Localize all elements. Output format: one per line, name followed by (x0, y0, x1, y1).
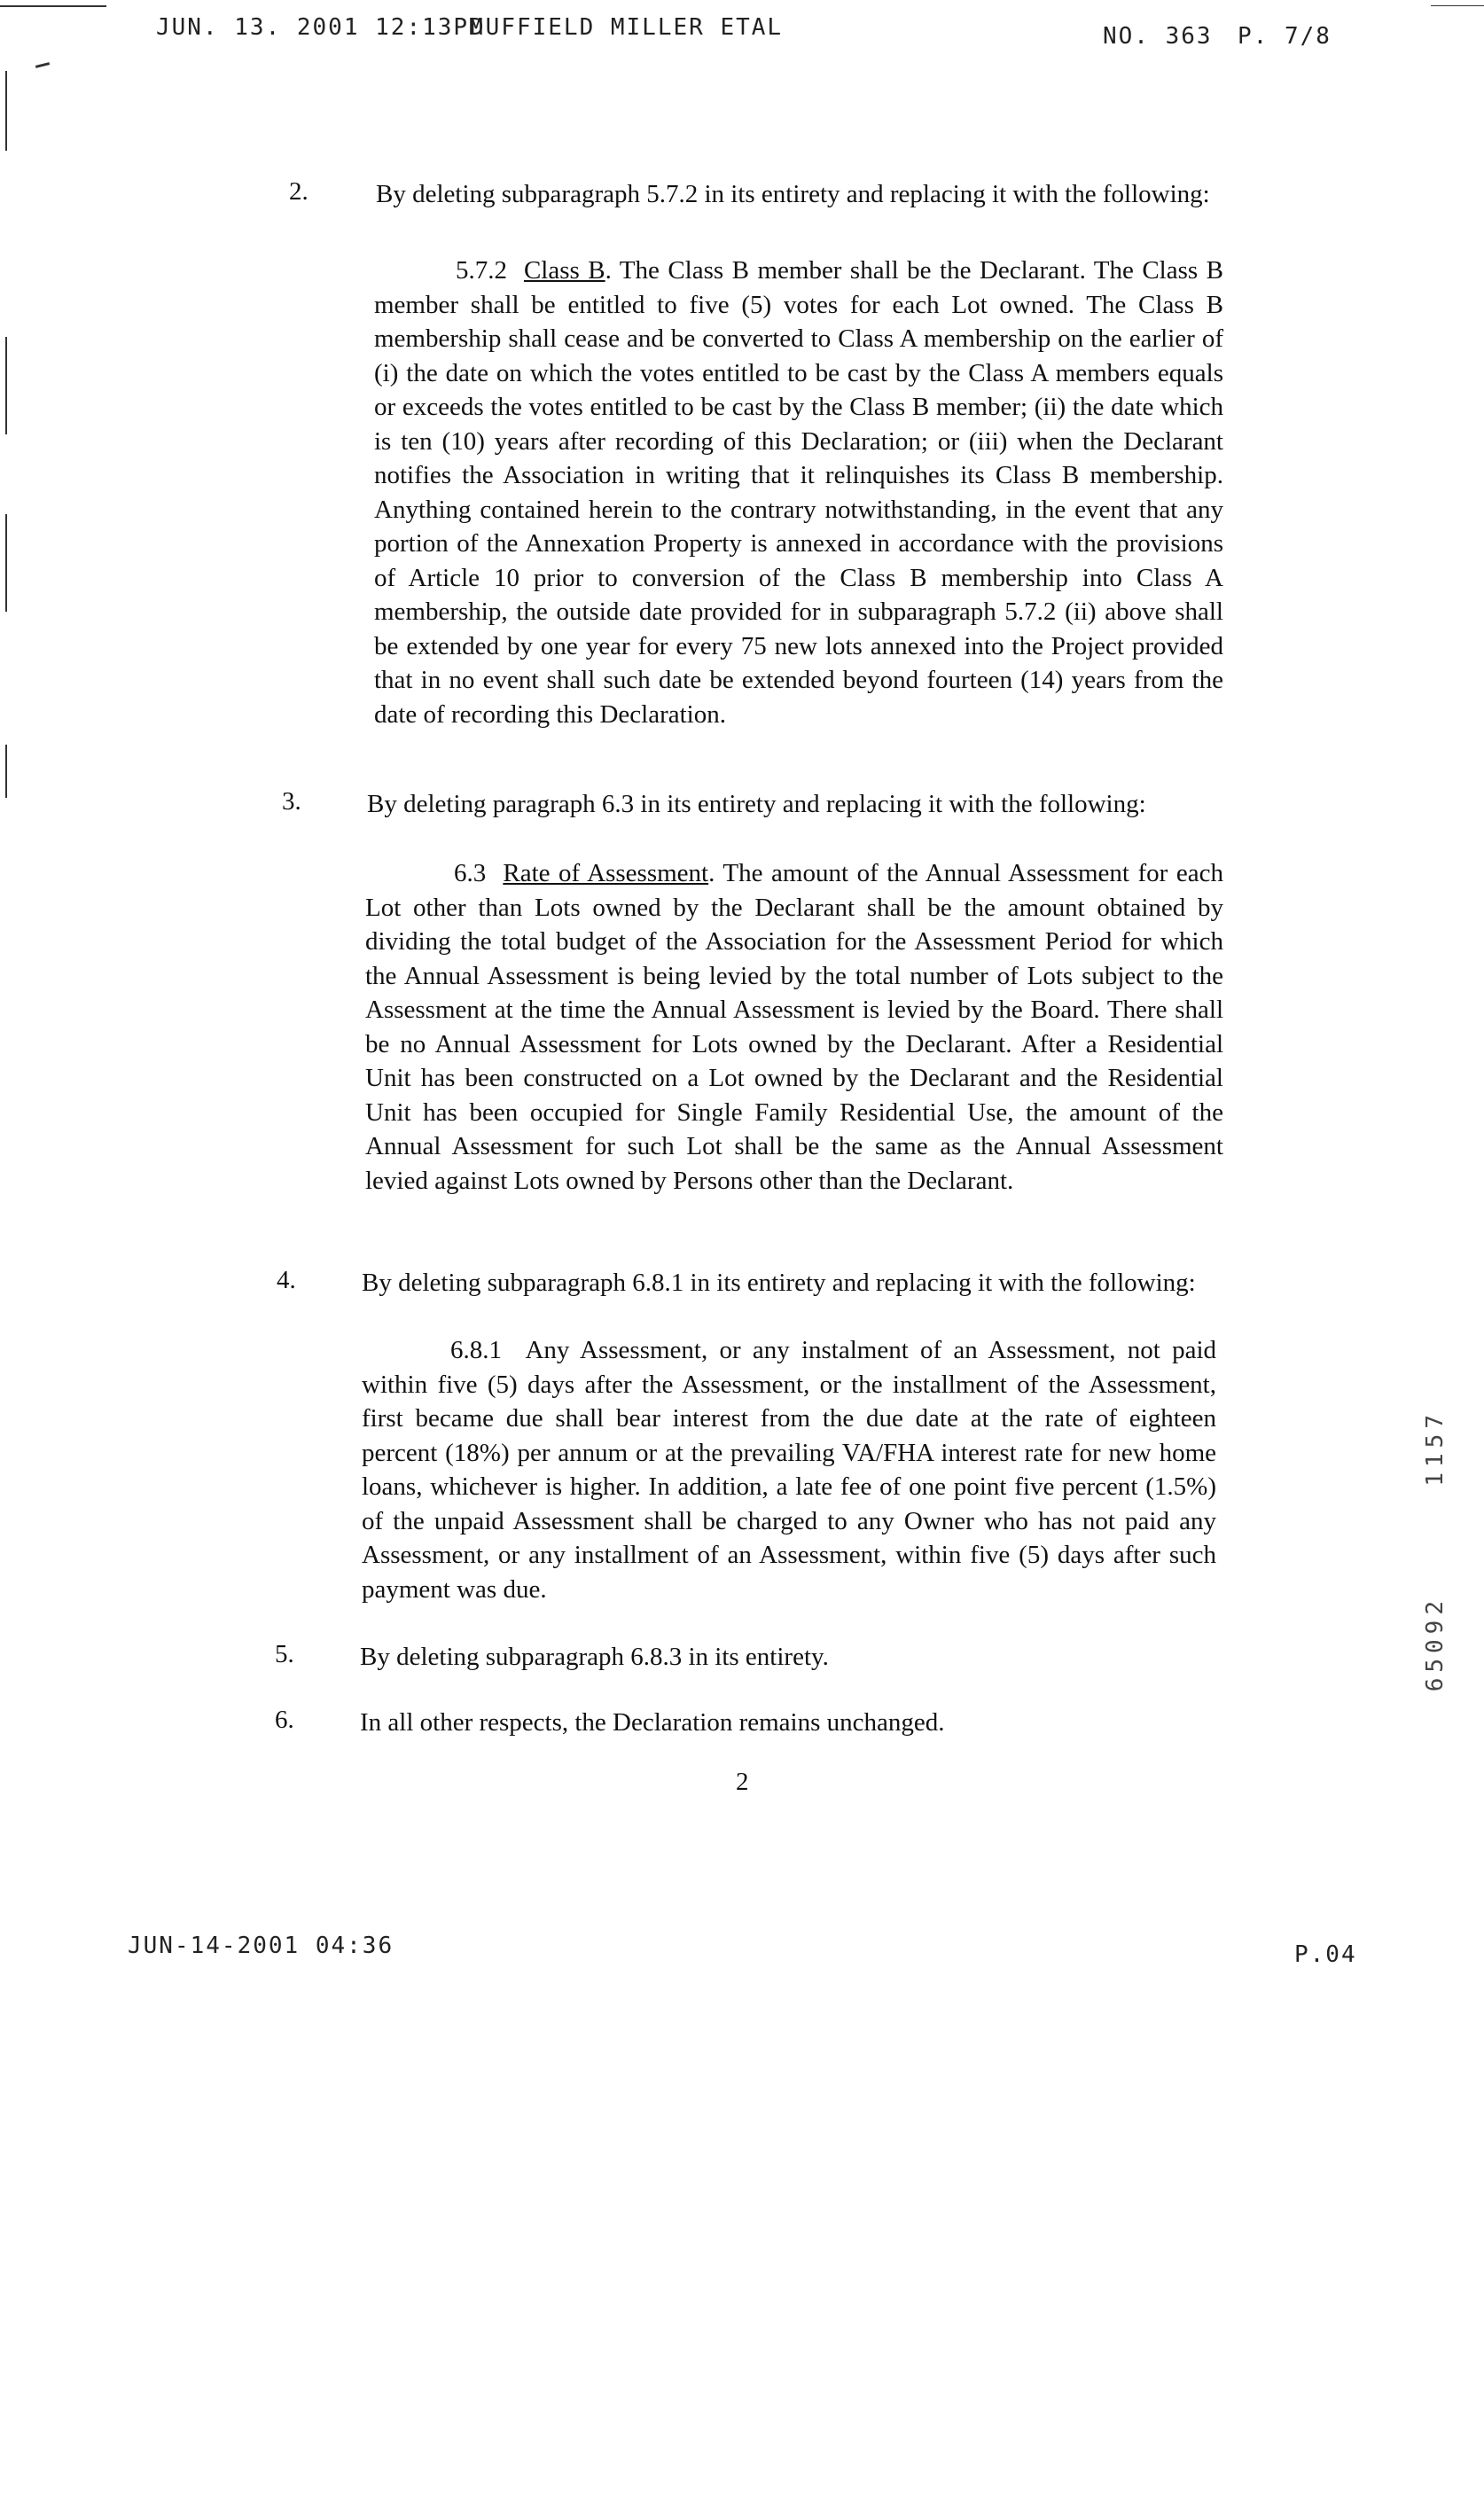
item-text: By deleting subparagraph 6.8.3 in its entirety. (360, 1643, 829, 1671)
item-number: 4. (277, 1266, 296, 1294)
item-number: 2. (289, 177, 309, 206)
block-heading: Class B (523, 256, 605, 285)
amendment-block (365, 856, 1223, 1198)
amendment-block (374, 254, 1223, 731)
item-text: By deleting paragraph 6.3 in its entirety and replacing it with the following: (367, 790, 1146, 818)
item-text: By deleting subparagraph 5.7.2 in its entirety and replacing it with the following: (376, 180, 1210, 208)
page-number: 2 (736, 1768, 749, 1796)
amendment-block (362, 1333, 1216, 1606)
scan-mark (5, 71, 7, 151)
item-text: By deleting subparagraph 6.8.1 in its entirety and replacing it with the following: (362, 1269, 1196, 1297)
scan-mark (5, 745, 7, 798)
block-ref: 6.8.1 (450, 1336, 502, 1364)
block-body: Any Assessment, or any instalment of an Assessment, not paid within five (5) days after the Assessment, or the installment of the Assessment, first became due shall bear interest from the due date at the rate of eighteen percent (18%) per annum or at the prevailing VA/FHA interest rate for new home loans, whichever is higher. In addition, a late fee of one point five percent (1.5%) of the unpaid Assessment shall be charged to any Owner who has not paid any Assessment, or any installment of an Assessment, within five (5) days after such payment was due. (362, 1336, 1217, 1604)
fax-header-sender: DUFFIELD MILLER ETAL (470, 14, 784, 41)
block-body: . The amount of the Annual Assessment for each Lot other than Lots owned by the Declarant shall be the amount obtained by dividing the total budget of the Association for the Assessment Period for which the Annual Assessment is being levied by the total number of Lots subject to the Assessment at the time the Annual Assessment is levied by the Board. There shall be no Annual Assessment for Lots owned by the Declarant. After a Residential Unit has been constructed on a Lot owned by the Declarant and the Residential Unit has been occupied for Single Family Residential Use, the amount of the Annual Assessment for such Lot shall be the same as the Annual Assessment levied against Lots owned by Persons other than the Declarant. (365, 859, 1223, 1195)
top-right-rule (1431, 5, 1484, 6)
block-body: . The Class B member shall be the Declarant. The Class B member shall be entitled to five (5) votes for each Lot owned. The Class B membership shall cease and be converted to Class A membership on the earlier of (i) the date on which the votes entitled to be cast by the Class A members equals or exceeds the votes entitled to be cast by the Class B member; (ii) the date which is ten (10) years after recording of this Declaration; or (iii) when the Declarant notifies the Association in writing that it relinquishes its Class B membership. Anything contained herein to the contrary notwithstanding, in the event that any portion of the Annexation Property is annexed in accordance with the provisions of Article 10 prior to conversion of the Class B membership into Class A membership, the outside date provided for in subparagraph 5.7.2 (ii) above shall be extended by one year for every 75 new lots annexed into the Project provided that in no event shall such date be extended beyond fourteen (14) years from the date of recording this Declaration. (374, 256, 1223, 729)
scan-mark (5, 337, 7, 434)
block-heading: Rate of Assessment (503, 859, 709, 887)
top-left-rule (0, 5, 106, 7)
side-stamp-bottom: 65092 (1422, 1596, 1449, 1692)
item-number: 3. (282, 787, 301, 816)
fax-footer-datetime: JUN-14-2001 04:36 (128, 1933, 394, 1959)
scan-mark (5, 514, 7, 612)
item-text: In all other respects, the Declaration remains unchanged. (360, 1708, 945, 1737)
item-number: 6. (275, 1706, 294, 1734)
scan-mark (35, 62, 50, 68)
fax-header-datetime: JUN. 13. 2001 12:13PM (156, 14, 485, 41)
fax-header-number: NO. 363 (1103, 23, 1213, 50)
fax-footer-page: P.04 (1294, 1941, 1357, 1968)
fax-header-page: P. 7/8 (1238, 23, 1332, 50)
block-ref: 6.3 (454, 859, 487, 887)
item-number: 5. (275, 1640, 294, 1668)
side-stamp-top: 1157 (1422, 1410, 1449, 1487)
block-ref: 5.7.2 (456, 256, 507, 285)
